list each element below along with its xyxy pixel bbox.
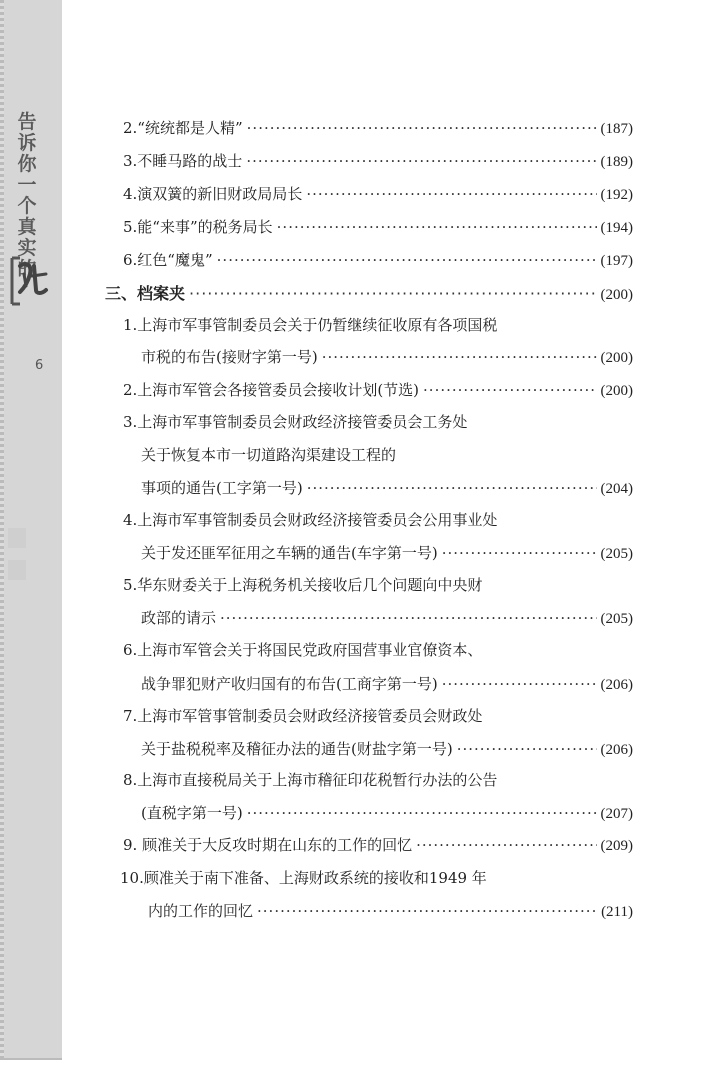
toc-entry: [123, 216, 633, 237]
sidebar: [0, 0, 62, 1060]
toc-entry: [141, 346, 633, 367]
page-number: 6: [35, 358, 44, 373]
toc-entry-line: 4.上海市军事管制委员会财政经济接管委员会公用事业处: [123, 511, 498, 529]
dot-leader: [442, 544, 597, 562]
toc-section-title: 三、档案夹: [105, 284, 186, 303]
toc-entry-line: 6.上海市军管会关于将国民党政府国营事业官僚资本、: [123, 641, 483, 659]
toc-entry-page: (200): [600, 287, 633, 303]
toc-entry: [123, 150, 633, 171]
toc-entry-page: (200): [600, 350, 633, 366]
toc-entry-title: 关于盐税税率及稽征办法的通告(财盐字第一号): [141, 740, 453, 758]
toc-entry-page: (194): [600, 220, 633, 236]
toc-entry-title: 2.“统统都是人精”: [123, 119, 243, 137]
dot-leader: [247, 119, 597, 137]
dot-leader: [307, 479, 597, 497]
title-char: 告: [17, 111, 37, 133]
toc-entry-title: 6.红色“魔鬼”: [123, 251, 213, 269]
title-char: 实: [17, 237, 37, 259]
dot-leader: [306, 185, 596, 203]
dot-leader: [246, 152, 596, 170]
dot-leader: [423, 381, 596, 399]
toc-entry-title: 内的工作的回忆: [148, 902, 254, 920]
dot-leader: [220, 609, 596, 627]
title-char: 诉: [17, 132, 37, 154]
toc-entry-title: 5.能“来事”的税务局长: [123, 218, 273, 236]
toc-entry-line: 7.上海市军管事管制委员会财政经济接管委员会财政处: [123, 707, 483, 725]
toc-entry: [123, 183, 633, 204]
toc-entry-page: (206): [600, 742, 633, 758]
toc-entry-line: 3.上海市军事管制委员会财政经济接管委员会工务处: [123, 413, 468, 431]
toc-entry-title: (直税字第一号): [141, 804, 243, 822]
toc-entry-page: (205): [600, 546, 633, 562]
dot-leader: [217, 251, 597, 269]
toc-entry-title: 事项的通告(工字第一号): [141, 479, 303, 497]
toc-entry: [141, 542, 633, 563]
calligraphy-logo-icon: [6, 252, 54, 310]
dot-leader: [247, 804, 597, 822]
toc-entry: [141, 738, 633, 759]
toc-entry-page: (211): [601, 904, 633, 920]
dot-leader: [277, 218, 597, 236]
toc-entry-page: (192): [600, 187, 633, 203]
toc-entry-page: (205): [600, 611, 633, 627]
toc-entry: [148, 900, 633, 921]
dot-leader: [442, 675, 597, 693]
title-char: 一: [17, 174, 37, 196]
toc-entry-page: (187): [600, 121, 633, 137]
dot-leader: [189, 284, 596, 303]
sidebar-shade: [8, 528, 26, 548]
toc-entry-page: (200): [600, 383, 633, 399]
dot-leader: [257, 902, 597, 920]
sidebar-shade: [8, 560, 26, 580]
toc-entry: [141, 607, 633, 628]
toc-entry-page: (189): [600, 154, 633, 170]
title-char: 你: [17, 153, 37, 175]
toc-entry: [123, 379, 633, 400]
toc-entry: [123, 834, 633, 855]
toc-entry: [141, 477, 633, 498]
bottom-rule: [0, 1058, 62, 1060]
toc-entry-title: 战争罪犯财产收归国有的布告(工商字第一号): [141, 675, 438, 693]
toc-entry-line: 5.华东财委关于上海税务机关接收后几个问题向中央财: [123, 576, 483, 594]
toc-entry: [141, 802, 633, 823]
toc-entry-title: 3.不睡马路的战士: [123, 152, 243, 170]
toc-entry-line: 8.上海市直接税局关于上海市稽征印花税暂行办法的公告: [123, 771, 498, 789]
toc-entry-title: 市税的布告(接财字第一号): [141, 348, 318, 366]
toc-entry-line: 1.上海市军事管制委员会关于仍暂继续征收原有各项国税: [123, 316, 498, 334]
toc-section-heading: [105, 281, 633, 304]
title-char: 个: [17, 195, 37, 217]
title-char: 真: [17, 216, 37, 238]
toc-entry-line: 10.顾准关于南下准备、上海财政系统的接收和1949 年: [120, 869, 487, 887]
toc-entry-line: 关于恢复本市一切道路沟渠建设工程的: [141, 446, 397, 464]
title-char: 的: [17, 258, 37, 280]
toc-entry: [123, 117, 633, 138]
dot-leader: [416, 836, 596, 854]
toc-entry-title: 2.上海市军管会各接管委员会接收计划(节选): [123, 381, 420, 399]
sidebar-edge: [0, 0, 4, 1060]
toc-entry-page: (204): [600, 481, 633, 497]
toc-entry-page: (209): [600, 838, 633, 854]
toc-entry-page: (206): [600, 677, 633, 693]
toc-entry-title: 9. 顾准关于大反攻时期在山东的工作的回忆: [123, 836, 413, 854]
toc-entry-title: 政部的请示: [141, 609, 217, 627]
toc-entry-title: 关于发还匪军征用之车辆的通告(车字第一号): [141, 544, 438, 562]
toc-entry-page: (197): [600, 253, 633, 269]
toc-entry-page: (207): [600, 806, 633, 822]
toc-entry: [123, 249, 633, 270]
toc-entry: [141, 673, 633, 694]
dot-leader: [322, 348, 597, 366]
toc-entry-title: 4.演双簧的新旧财政局局长: [123, 185, 303, 203]
dot-leader: [457, 740, 597, 758]
